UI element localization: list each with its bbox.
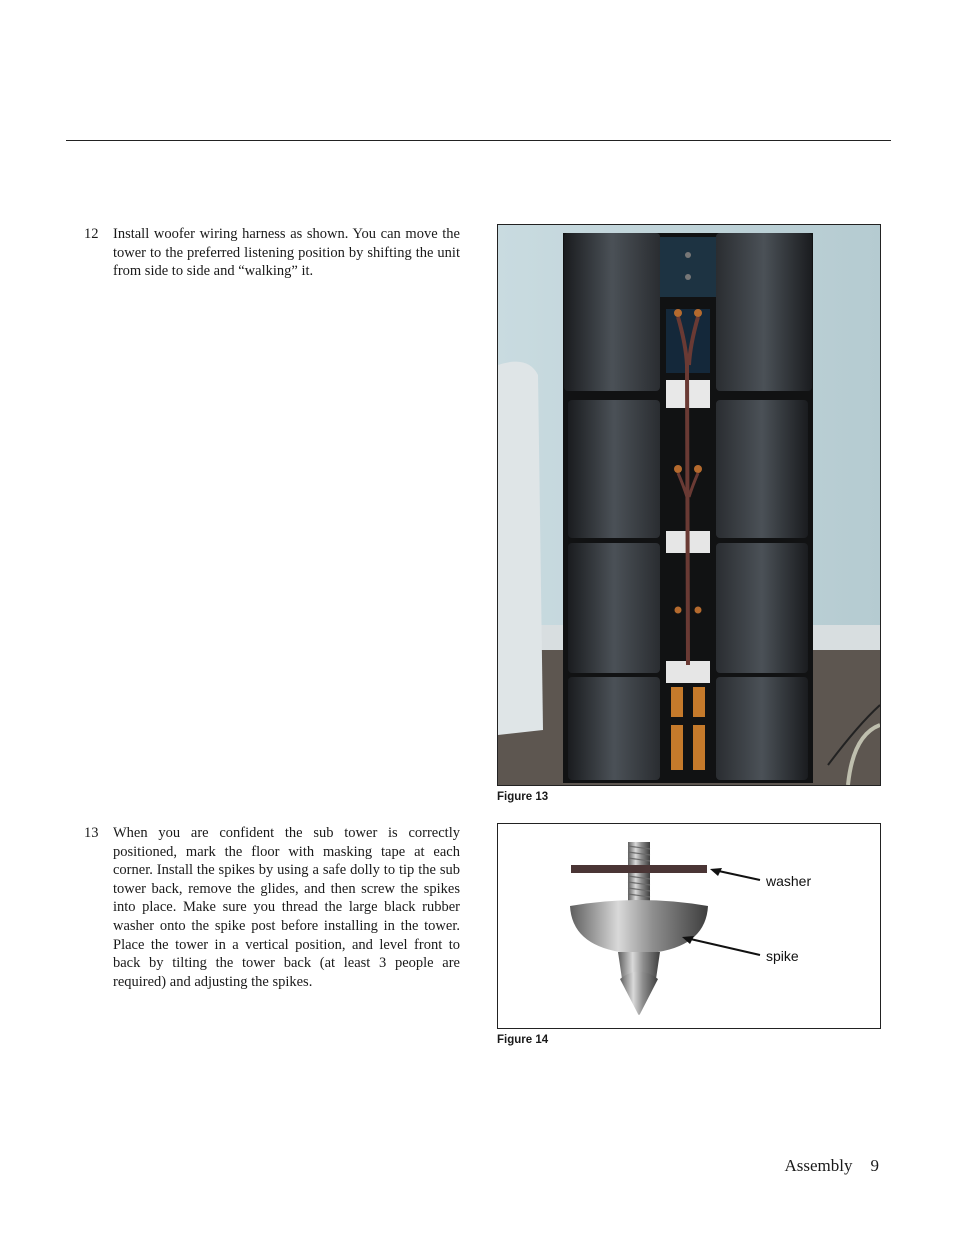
speaker-tower-photo [498,225,880,785]
washer-bar [571,865,707,873]
step-number: 12 [84,226,99,242]
step-13 [84,824,460,991]
figure-13-photo [497,224,881,786]
figure-13-caption: Figure 13 [497,791,549,803]
washer-label: washer [766,873,812,889]
footer-section: Assembly [784,1156,853,1175]
step-text: When you are confident the sub tower is correctly positioned, mark the floor with masking tape at each corner. Install the spikes by using a safe dolly to tip the sub tower back, remove the glides, and then screw the spikes into place. Make sure you thread the large black rubber washer onto the spike post before installing in the tower. Place the tower in a vertical position, and level front to back by tilting the tower back (at least 3 people are required) and adjusting the spikes. [113,825,460,990]
figure-14-caption: Figure 14 [497,1034,549,1046]
page-footer [785,1156,880,1176]
spike-washer-diagram [498,824,880,1028]
step-12 [84,225,460,281]
step-number: 13 [84,825,99,841]
step-text: Install woofer wiring harness as shown. You can move the tower to the preferred listening position by shifting the unit from side to side and “walking” it. [113,226,460,280]
spike-label: spike [766,948,799,964]
figure-14-diagram [497,823,881,1029]
page-number: 9 [870,1156,879,1175]
header-rule [66,140,891,141]
